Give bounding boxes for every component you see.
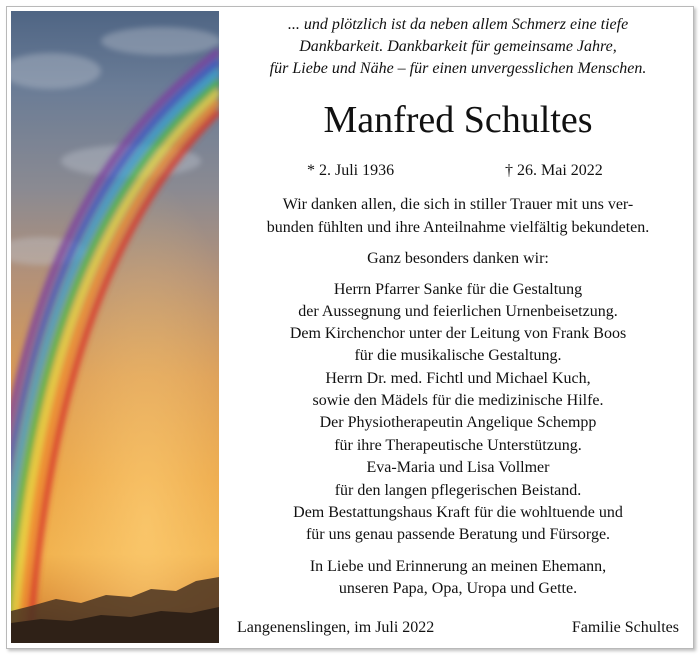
- birth-date: * 2. Juli 1936: [307, 162, 395, 179]
- intro-line: für Liebe und Nähe – für einen unvergesslichen Menschen.: [269, 60, 647, 77]
- special-thanks-line: Eva-Maria und Lisa Vollmer: [366, 459, 550, 476]
- closing-line: In Liebe und Erinnerung an meinen Ehemann,: [309, 558, 607, 575]
- special-thanks-line: Dem Bestattungshaus Kraft für die wohltuende und: [293, 504, 623, 521]
- special-thanks-line: sowie den Mädels für die medizinische Hilfe.: [312, 392, 604, 409]
- place-and-date: Langenenslingen, im Juli 2022: [237, 619, 435, 636]
- closing-line: unseren Papa, Opa, Uropa und Gette.: [338, 580, 578, 597]
- obituary-text: [225, 7, 691, 648]
- obituary-card: [6, 6, 694, 649]
- intro-line: Dankbarkeit. Dankbarkeit für gemeinsame Jahre,: [299, 38, 617, 55]
- rainbow-sunset-photo: [11, 11, 219, 643]
- special-thanks-line: Der Physiotherapeutin Angelique Schempp: [319, 414, 597, 431]
- special-thanks-line: Herrn Dr. med. Fichtl und Michael Kuch,: [325, 370, 591, 387]
- deceased-name: Manfred Schultes: [323, 99, 593, 141]
- special-thanks-line: für den langen pflegerischen Beistand.: [334, 482, 582, 499]
- intro-line: ... und plötzlich ist da neben allem Schmerz eine tiefe: [287, 16, 629, 33]
- special-thanks-line: für uns genau passende Beratung und Fürsorge.: [305, 526, 611, 543]
- special-thanks-line: Herrn Pfarrer Sanke für die Gestaltung: [333, 281, 583, 298]
- thanks-line: Wir danken allen, die sich in stiller Trauer mit uns ver-: [282, 196, 634, 213]
- special-thanks-line: Dem Kirchenchor unter der Leitung von Frank Boos: [289, 325, 627, 342]
- family-signature: Familie Schultes: [571, 619, 679, 636]
- death-date: † 26. Mai 2022: [505, 162, 603, 179]
- special-thanks-heading: Ganz besonders danken wir:: [367, 250, 549, 267]
- thanks-line: bunden fühlten und ihre Anteilnahme vielfältig bekundeten.: [266, 219, 650, 236]
- special-thanks-line: für ihre Therapeutische Unterstützung.: [334, 437, 582, 454]
- special-thanks-line: für die musikalische Gestaltung.: [354, 347, 562, 364]
- special-thanks-line: der Aussegnung und feierlichen Urnenbeisetzung.: [298, 303, 618, 320]
